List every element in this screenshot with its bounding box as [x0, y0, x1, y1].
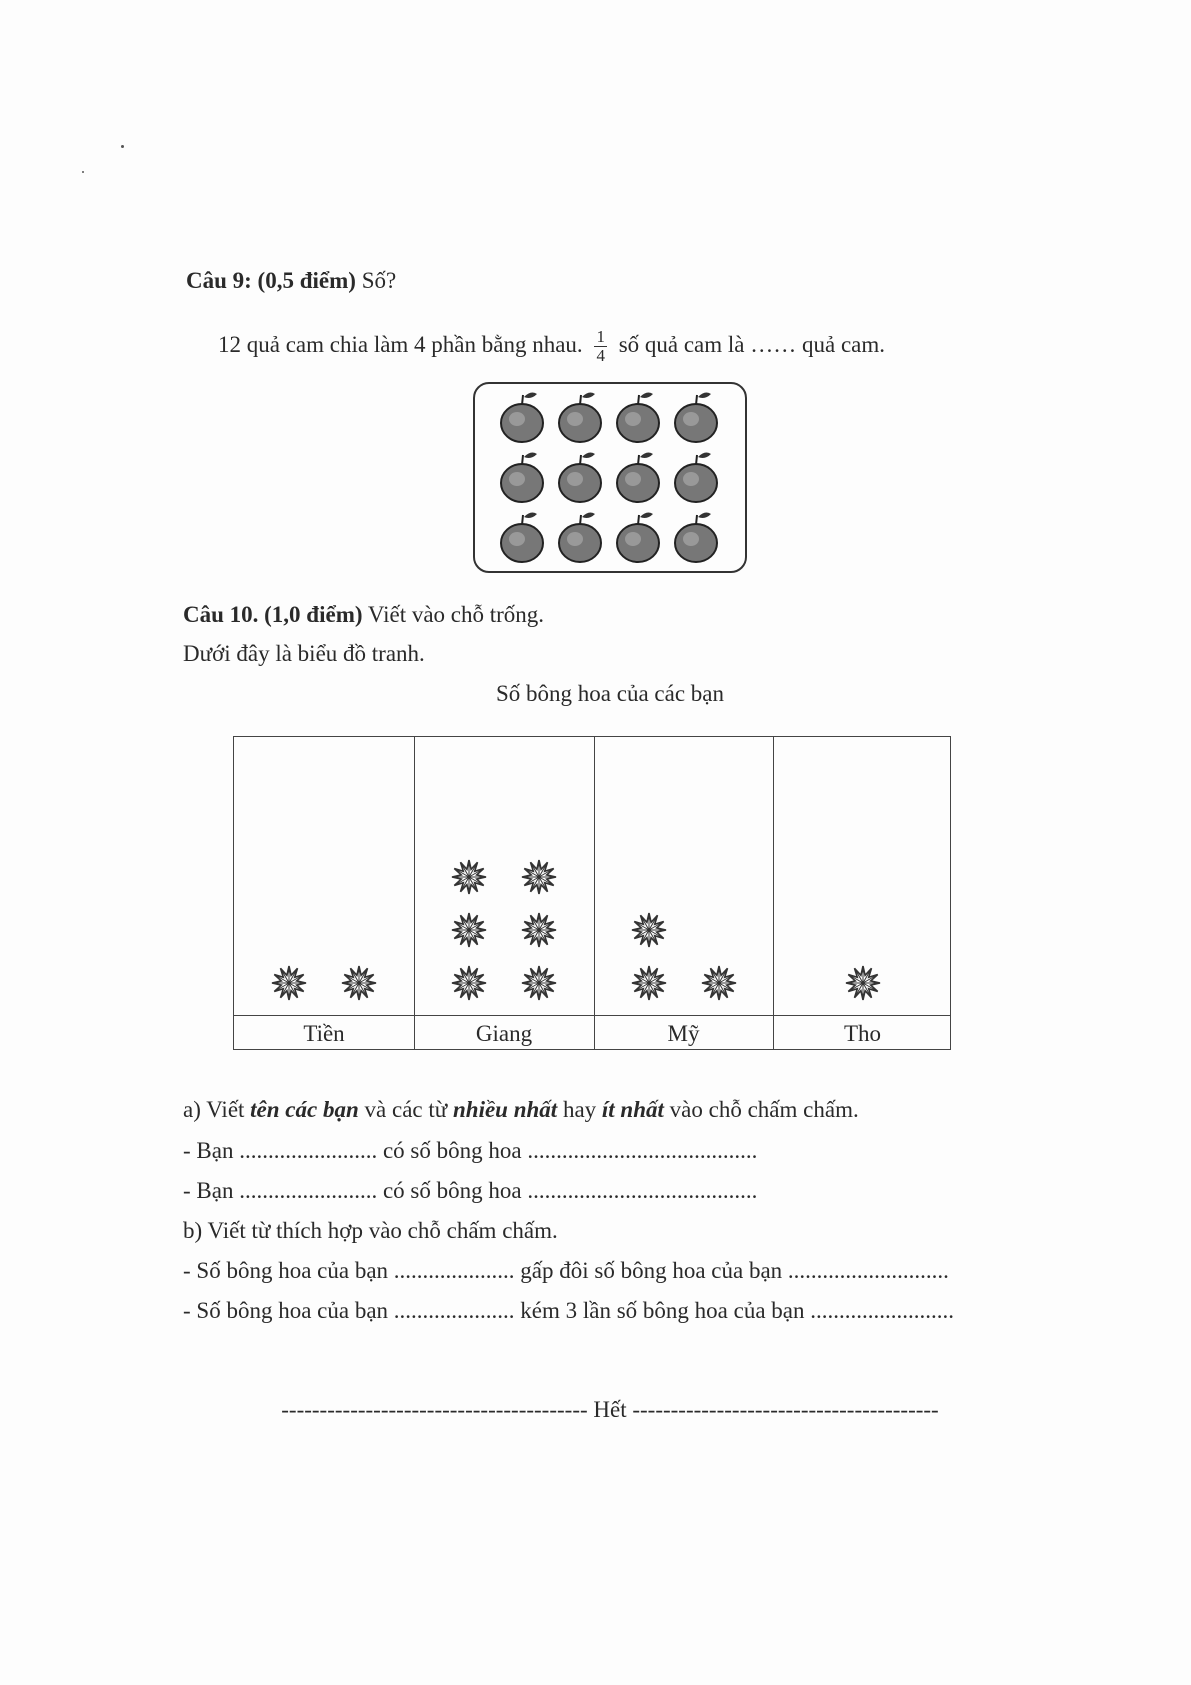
- fraction-one-quarter: [594, 328, 607, 365]
- category-label: Mỹ: [667, 1021, 700, 1046]
- question-10-title: [183, 602, 544, 628]
- part-b-line-1[interactable]: - Số bông hoa của bạn ..................... gấp đôi số bông hoa của bạn ............................: [183, 1258, 949, 1283]
- flower-icon: [631, 965, 667, 1001]
- flower-icon: [701, 965, 737, 1001]
- a-prefix: a) Viết: [183, 1097, 251, 1122]
- question-10-intro: Dưới đây là biểu đồ tranh.: [183, 641, 425, 666]
- label-divider: [234, 1015, 950, 1016]
- part-a-line-2[interactable]: - Bạn ........................ có số bông hoa ........................................: [183, 1178, 758, 1203]
- question-9-prompt: Số?: [355, 268, 397, 293]
- category-label: Giang: [475, 1021, 533, 1046]
- part-a-instruction: [183, 1097, 859, 1123]
- fraction-denominator: 4: [596, 346, 605, 365]
- flower-icon: [451, 912, 487, 948]
- column-divider: [773, 737, 774, 1049]
- scan-speck: [121, 145, 124, 148]
- flower-icon: [845, 965, 881, 1001]
- flower-icon: [631, 912, 667, 948]
- question-9-title: [186, 268, 396, 294]
- question-10-prompt: Viết vào chỗ trống.: [362, 602, 545, 627]
- chart-title: Số bông hoa của các bạn: [495, 681, 724, 706]
- category-label: Tiền: [303, 1021, 345, 1046]
- part-a-line-1[interactable]: - Bạn ........................ có số bông hoa ........................................: [183, 1138, 758, 1163]
- flower-icon: [271, 965, 307, 1001]
- flower-icon: [521, 965, 557, 1001]
- apple-icon: [497, 508, 547, 564]
- apple-icon: [555, 388, 605, 444]
- apple-icon: [555, 448, 605, 504]
- fraction-numerator: 1: [596, 327, 605, 346]
- apple-icon: [497, 388, 547, 444]
- flower-icon: [521, 859, 557, 895]
- apple-icon: [613, 508, 663, 564]
- a-mid2: hay: [557, 1097, 602, 1122]
- part-b-line-2[interactable]: - Số bông hoa của bạn ..................... kém 3 lần số bông hoa của bạn .........................: [183, 1298, 955, 1323]
- apple-icon: [613, 448, 663, 504]
- a-suffix: vào chỗ chấm chấm.: [663, 1097, 859, 1122]
- q9-text-after: số quả cam là …… quả cam.: [618, 331, 886, 357]
- a-mid1: và các từ: [358, 1097, 453, 1122]
- category-label: Tho: [843, 1021, 882, 1046]
- a-emphasis-names: tên các bạn: [250, 1097, 359, 1122]
- pictograph-chart: [233, 736, 951, 1050]
- end-marker: ---------------------------------------- Hết ----------------------------------------: [281, 1397, 939, 1422]
- flower-icon: [521, 912, 557, 948]
- column-divider: [414, 737, 415, 1049]
- apple-icon: [671, 508, 721, 564]
- flower-icon: [451, 859, 487, 895]
- question-10-label: Câu 10. (1,0 điểm): [183, 602, 363, 627]
- scan-speck: [82, 171, 84, 173]
- column-divider: [594, 737, 595, 1049]
- question-9-label: Câu 9: (0,5 điểm): [186, 268, 356, 293]
- apple-icon: [671, 448, 721, 504]
- flower-icon: [451, 965, 487, 1001]
- apple-picture-box: [473, 382, 747, 573]
- apple-icon: [555, 508, 605, 564]
- a-emphasis-least: ít nhất: [601, 1097, 664, 1122]
- a-emphasis-most: nhiều nhất: [452, 1097, 558, 1122]
- question-9-text: [218, 328, 885, 365]
- apple-icon: [497, 448, 547, 504]
- apple-icon: [613, 388, 663, 444]
- apple-icon: [671, 388, 721, 444]
- part-b-instruction: b) Viết từ thích hợp vào chỗ chấm chấm.: [183, 1218, 558, 1243]
- flower-icon: [341, 965, 377, 1001]
- q9-text-before: 12 quả cam chia làm 4 phần bằng nhau.: [218, 331, 583, 357]
